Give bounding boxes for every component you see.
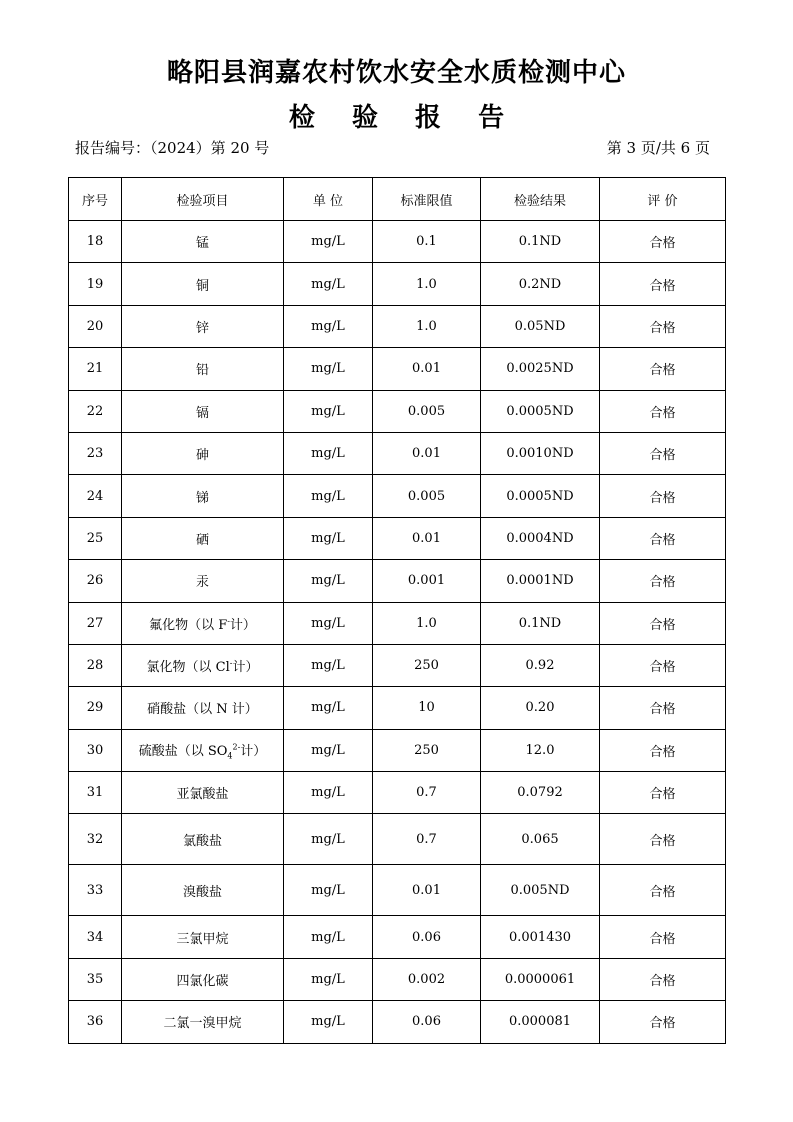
header-item: 检验项目: [122, 178, 284, 221]
cell-no: 18: [69, 221, 122, 263]
cell-result: 0.0025ND: [481, 348, 600, 390]
table-row: [69, 865, 726, 916]
cell-result: 0.0792: [481, 772, 600, 814]
cell-eval: 合格: [600, 390, 726, 432]
cell-no: 23: [69, 432, 122, 474]
cell-no: 36: [69, 1001, 122, 1043]
table-header-row: [69, 178, 726, 221]
cell-no: 29: [69, 687, 122, 729]
cell-limit: 0.1: [373, 221, 481, 263]
ion-charge: -: [227, 616, 230, 626]
header-no: 序号: [69, 178, 122, 221]
cell-limit: 1.0: [373, 602, 481, 644]
cell-unit: mg/L: [284, 602, 373, 644]
cell-result: 0.000081: [481, 1001, 600, 1043]
cell-eval: 合格: [600, 1001, 726, 1043]
cell-unit: mg/L: [284, 517, 373, 559]
cell-eval: 合格: [600, 916, 726, 958]
cell-unit: mg/L: [284, 644, 373, 686]
cell-eval: 合格: [600, 814, 726, 865]
cell-result: 12.0: [481, 729, 600, 771]
cell-unit: mg/L: [284, 263, 373, 305]
item-text: 氯化物（以 Cl: [146, 660, 230, 676]
table-row: [69, 517, 726, 559]
report-title: 检 验 报 告: [288, 103, 519, 133]
ion-subscript: 4: [227, 751, 233, 761]
page-indicator: 第 3 页/共 6 页: [606, 139, 710, 157]
table-row: [69, 305, 726, 347]
cell-eval: 合格: [600, 221, 726, 263]
cell-no: 28: [69, 644, 122, 686]
cell-unit: mg/L: [284, 814, 373, 865]
item-text-end: 计）: [240, 744, 267, 760]
cell-eval: 合格: [600, 729, 726, 771]
cell-no: 21: [69, 348, 122, 390]
table-row: [69, 916, 726, 958]
table-row: [69, 729, 726, 771]
cell-eval: 合格: [600, 865, 726, 916]
cell-result: 0.0000061: [481, 958, 600, 1000]
table-row: [69, 263, 726, 305]
cell-eval: 合格: [600, 432, 726, 474]
cell-eval: 合格: [600, 263, 726, 305]
cell-eval: 合格: [600, 644, 726, 686]
cell-limit: 0.06: [373, 1001, 481, 1043]
cell-item: 铅: [122, 348, 284, 390]
cell-result: 0.065: [481, 814, 600, 865]
cell-result: 0.005ND: [481, 865, 600, 916]
cell-result: 0.1ND: [481, 602, 600, 644]
cell-limit: 0.01: [373, 865, 481, 916]
cell-no: 31: [69, 772, 122, 814]
cell-limit: 0.005: [373, 475, 481, 517]
cell-item: 亚氯酸盐: [122, 772, 284, 814]
cell-result: 0.0001ND: [481, 560, 600, 602]
cell-no: 22: [69, 390, 122, 432]
table-row: [69, 1001, 726, 1043]
cell-eval: 合格: [600, 475, 726, 517]
table-row: [69, 814, 726, 865]
cell-limit: 0.01: [373, 432, 481, 474]
cell-limit: 0.7: [373, 814, 481, 865]
cell-unit: mg/L: [284, 348, 373, 390]
header-unit: 单 位: [284, 178, 373, 221]
item-text: 硫酸盐（以 SO: [138, 744, 228, 760]
cell-unit: mg/L: [284, 687, 373, 729]
cell-item: 硝酸盐（以 N 计）: [122, 687, 284, 729]
cell-limit: 0.001: [373, 560, 481, 602]
cell-unit: mg/L: [284, 772, 373, 814]
cell-result: 0.20: [481, 687, 600, 729]
cell-unit: mg/L: [284, 305, 373, 347]
table-row: [69, 958, 726, 1000]
table-row: [69, 475, 726, 517]
cell-limit: 250: [373, 729, 481, 771]
cell-no: 27: [69, 602, 122, 644]
cell-item: 锰: [122, 221, 284, 263]
cell-no: 32: [69, 814, 122, 865]
cell-eval: 合格: [600, 517, 726, 559]
cell-no: 34: [69, 916, 122, 958]
cell-item: 溴酸盐: [122, 865, 284, 916]
cell-limit: 250: [373, 644, 481, 686]
cell-result: 0.0005ND: [481, 390, 600, 432]
org-title: 略阳县润嘉农村饮水安全水质检测中心: [166, 58, 626, 88]
results-table: [68, 177, 726, 1044]
table-row: [69, 772, 726, 814]
cell-result: 0.1ND: [481, 221, 600, 263]
cell-no: 30: [69, 729, 122, 771]
cell-unit: mg/L: [284, 475, 373, 517]
table-row: [69, 687, 726, 729]
cell-eval: 合格: [600, 348, 726, 390]
cell-no: 24: [69, 475, 122, 517]
header-result: 检验结果: [481, 178, 600, 221]
cell-eval: 合格: [600, 305, 726, 347]
cell-item: [122, 644, 284, 686]
cell-limit: 0.7: [373, 772, 481, 814]
cell-item: 四氯化碳: [122, 958, 284, 1000]
cell-result: 0.0010ND: [481, 432, 600, 474]
table-row: [69, 390, 726, 432]
item-text-end: 计）: [229, 617, 256, 633]
cell-result: 0.001430: [481, 916, 600, 958]
cell-limit: 0.06: [373, 916, 481, 958]
report-number: 报告编号：（2024）第 20 号: [75, 139, 270, 157]
cell-item: 氯酸盐: [122, 814, 284, 865]
cell-item: 锌: [122, 305, 284, 347]
table-row: [69, 560, 726, 602]
cell-eval: 合格: [600, 560, 726, 602]
header-eval: 评 价: [600, 178, 726, 221]
cell-unit: mg/L: [284, 958, 373, 1000]
cell-no: 20: [69, 305, 122, 347]
item-text-end: 计）: [232, 660, 259, 676]
cell-item: 汞: [122, 560, 284, 602]
table-row: [69, 644, 726, 686]
table-row: [69, 221, 726, 263]
cell-unit: mg/L: [284, 221, 373, 263]
cell-item: 硒: [122, 517, 284, 559]
cell-no: 33: [69, 865, 122, 916]
cell-item: [122, 729, 284, 771]
table-row: [69, 602, 726, 644]
cell-result: 0.0004ND: [481, 517, 600, 559]
cell-eval: 合格: [600, 602, 726, 644]
cell-no: 25: [69, 517, 122, 559]
cell-limit: 0.005: [373, 390, 481, 432]
cell-unit: mg/L: [284, 865, 373, 916]
cell-limit: 0.01: [373, 517, 481, 559]
cell-limit: 10: [373, 687, 481, 729]
ion-charge: -: [229, 658, 233, 668]
cell-item: 锑: [122, 475, 284, 517]
item-text: 氟化物（以 F: [149, 617, 228, 633]
cell-item: 砷: [122, 432, 284, 474]
cell-item: 三氯甲烷: [122, 916, 284, 958]
cell-limit: 1.0: [373, 305, 481, 347]
cell-result: 0.0005ND: [481, 475, 600, 517]
cell-unit: mg/L: [284, 560, 373, 602]
cell-item: 镉: [122, 390, 284, 432]
table-row: [69, 432, 726, 474]
cell-item: 铜: [122, 263, 284, 305]
cell-no: 35: [69, 958, 122, 1000]
header-limit: 标准限值: [373, 178, 481, 221]
table-row: [69, 348, 726, 390]
ion-charge: 2-: [232, 742, 241, 752]
cell-limit: 1.0: [373, 263, 481, 305]
cell-limit: 0.01: [373, 348, 481, 390]
cell-eval: 合格: [600, 958, 726, 1000]
cell-unit: mg/L: [284, 916, 373, 958]
cell-no: 26: [69, 560, 122, 602]
cell-unit: mg/L: [284, 1001, 373, 1043]
cell-no: 19: [69, 263, 122, 305]
cell-eval: 合格: [600, 687, 726, 729]
cell-result: 0.2ND: [481, 263, 600, 305]
cell-unit: mg/L: [284, 729, 373, 771]
cell-unit: mg/L: [284, 390, 373, 432]
cell-item: [122, 602, 284, 644]
cell-result: 0.05ND: [481, 305, 600, 347]
cell-unit: mg/L: [284, 432, 373, 474]
cell-result: 0.92: [481, 644, 600, 686]
cell-item: 二氯一溴甲烷: [122, 1001, 284, 1043]
cell-limit: 0.002: [373, 958, 481, 1000]
cell-eval: 合格: [600, 772, 726, 814]
